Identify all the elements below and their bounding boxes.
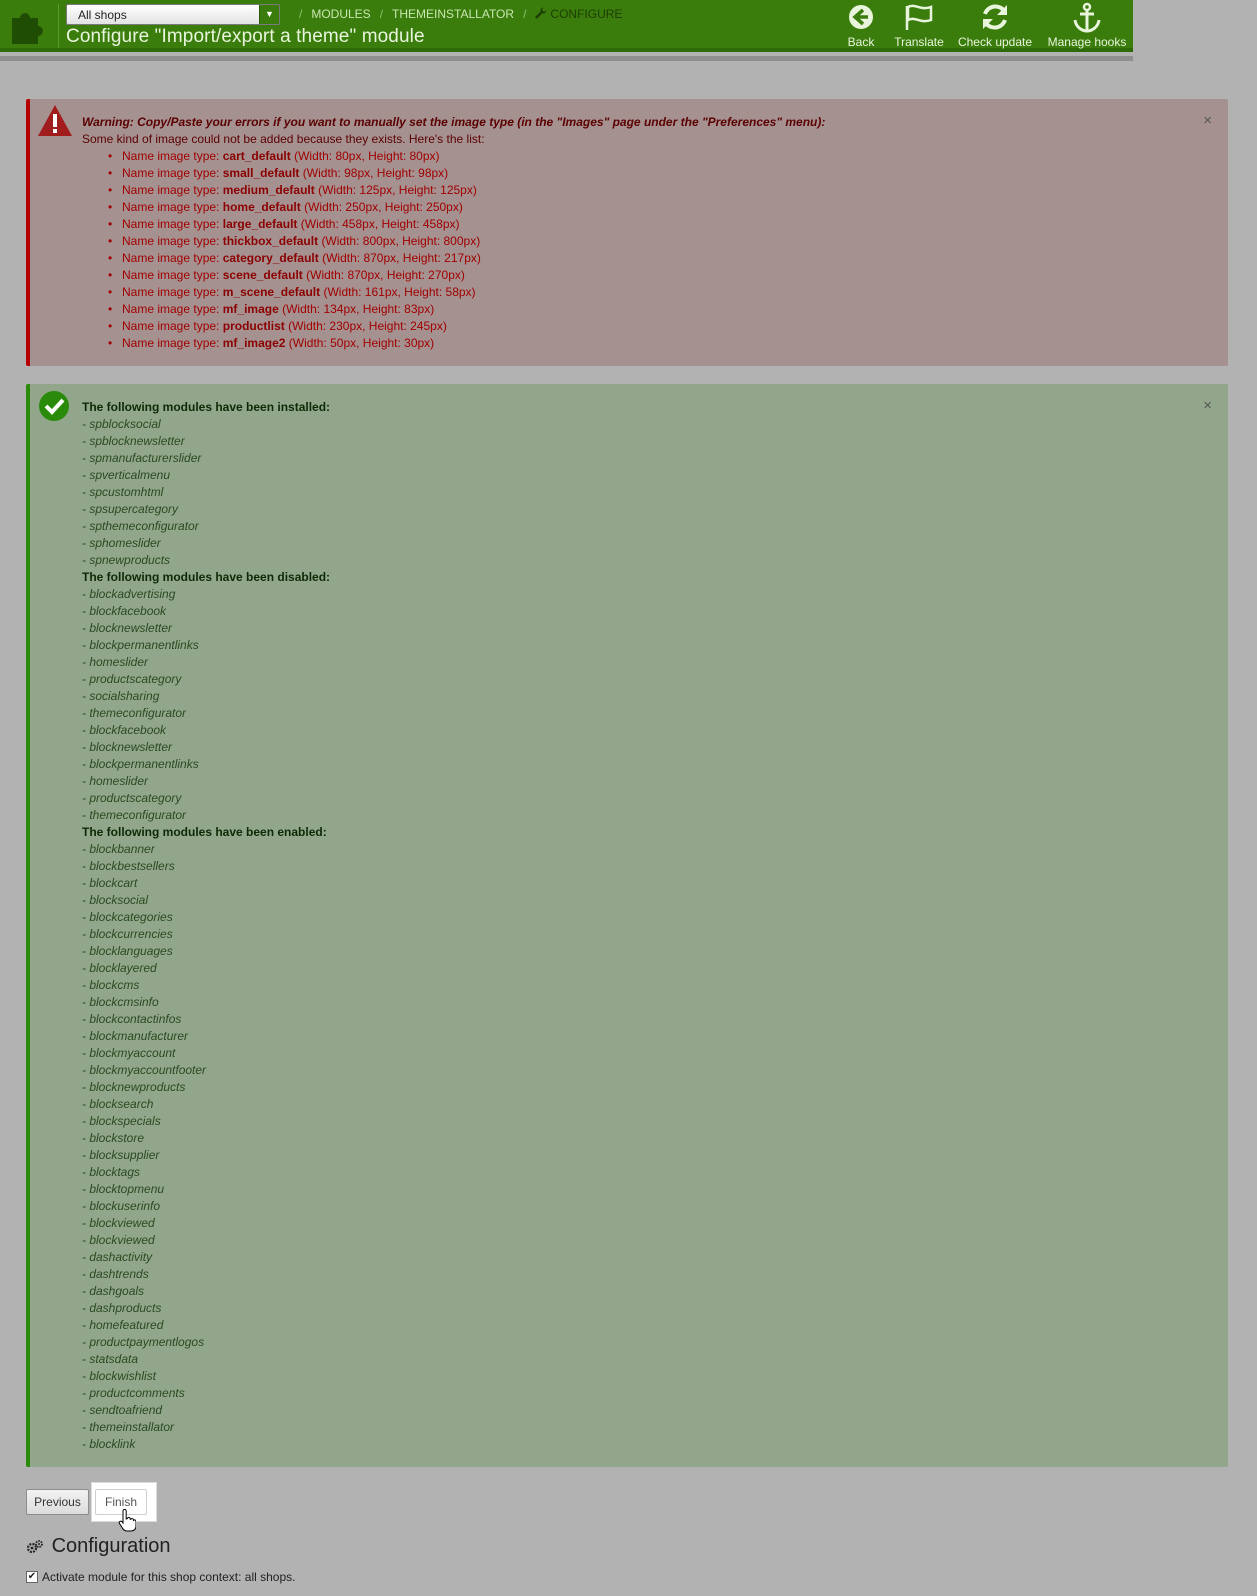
success-content [82, 399, 330, 1453]
image-type-name: cart_default [222, 149, 291, 163]
check-update-label: Check update [957, 35, 1033, 49]
anchor-icon [1043, 2, 1131, 34]
image-type-name: category_default [222, 251, 319, 265]
hand-cursor-icon [118, 1509, 136, 1533]
warning-item [122, 301, 825, 318]
puzzle-icon[interactable] [6, 4, 54, 46]
warning-item [122, 284, 825, 301]
enabled-module-item: - productcomments [82, 1386, 185, 1400]
installed-module-item: - spcustomhtml [82, 485, 164, 499]
enabled-module-item: - blockcontactinfos [82, 1012, 182, 1026]
enabled-module-item: - dashactivity [82, 1250, 153, 1264]
enabled-heading: The following modules have been enabled: [82, 825, 327, 839]
image-type-dims: (Width: 800px, Height: 800px) [321, 234, 481, 248]
image-type-dims: (Width: 125px, Height: 125px) [318, 183, 477, 197]
warning-item [122, 182, 825, 199]
close-icon[interactable]: × [1203, 112, 1212, 129]
enabled-module-item: - blockbanner [82, 842, 155, 856]
enabled-module-item: - blockmyaccount [82, 1046, 176, 1060]
enabled-module-item: - blockmyaccountfooter [82, 1063, 207, 1077]
image-type-name: large_default [222, 217, 298, 231]
disabled-module-item: - productscategory [82, 791, 182, 805]
enabled-module-item: - sendtoafriend [82, 1403, 163, 1417]
shop-select-value: All shops [78, 8, 127, 22]
image-type-name: mf_image2 [222, 336, 286, 350]
back-button[interactable] [841, 2, 881, 49]
enabled-module-item: - blocklayered [82, 961, 157, 975]
enabled-module-item: - blockviewed [82, 1233, 155, 1247]
enabled-module-item: - blockcurrencies [82, 927, 173, 941]
disabled-module-item: - productscategory [82, 672, 182, 686]
warning-item [122, 250, 825, 267]
image-type-name: mf_image [222, 302, 279, 316]
breadcrumb-themeinstallator[interactable]: THEMEINSTALLATOR [392, 7, 515, 21]
enabled-module-item: - homefeatured [82, 1318, 164, 1332]
warning-content [82, 114, 825, 352]
breadcrumb: / MODULES / THEMEINSTALLATOR / CONFIGURE [299, 7, 623, 21]
disabled-module-item: - blockfacebook [82, 604, 167, 618]
activate-module-row [26, 1570, 295, 1584]
warning-item [122, 199, 825, 216]
breadcrumb-modules[interactable]: MODULES [311, 7, 371, 21]
enabled-module-item: - themeinstallator [82, 1420, 175, 1434]
warning-item-prefix: Name image type: [122, 183, 220, 197]
check-update-button[interactable] [953, 2, 1037, 49]
wrench-icon [535, 7, 547, 19]
disabled-module-item: - homeslider [82, 655, 149, 669]
warning-heading: Warning: Copy/Paste your errors if you want to manually set the image type (in the "Images" page under the "Preferences" menu): [82, 115, 826, 129]
warning-item-prefix: Name image type: [122, 217, 220, 231]
enabled-module-item: - blockstore [82, 1131, 145, 1145]
page-title: Configure "Import/export a theme" module [66, 26, 425, 47]
image-type-name: home_default [222, 200, 301, 214]
configuration-heading [26, 1535, 171, 1558]
image-type-dims: (Width: 230px, Height: 245px) [288, 319, 447, 333]
warning-item-prefix: Name image type: [122, 200, 220, 214]
enabled-module-item: - blocklink [82, 1437, 136, 1451]
check-circle-icon [36, 388, 72, 424]
installed-module-item: - spmanufacturerslider [82, 451, 202, 465]
enabled-module-item: - blockspecials [82, 1114, 161, 1128]
enabled-module-item: - blocktags [82, 1165, 141, 1179]
enabled-module-item: - dashtrends [82, 1267, 149, 1281]
enabled-module-item: - blockbestsellers [82, 859, 175, 873]
arrow-left-circle-icon [841, 2, 881, 34]
enabled-module-item: - blocksupplier [82, 1148, 160, 1162]
top-header [0, 0, 1133, 52]
refresh-icon [953, 2, 1037, 34]
translate-button[interactable] [891, 2, 947, 49]
disabled-module-item: - blockfacebook [82, 723, 167, 737]
toolbar [833, 2, 1133, 50]
image-type-name: m_scene_default [222, 285, 321, 299]
success-alert [26, 384, 1228, 1467]
previous-button[interactable]: Previous [26, 1489, 89, 1515]
enabled-module-item: - blockcategories [82, 910, 173, 924]
installed-heading: The following modules have been installed: [82, 400, 331, 414]
header-shadow [0, 56, 1133, 61]
disabled-module-item: - themeconfigurator [82, 808, 187, 822]
enabled-module-item: - blocktopmenu [82, 1182, 165, 1196]
warning-item-prefix: Name image type: [122, 336, 220, 350]
translate-label: Translate [894, 35, 944, 49]
warning-item [122, 233, 825, 250]
warning-item-prefix: Name image type: [122, 302, 220, 316]
image-type-dims: (Width: 50px, Height: 30px) [288, 336, 435, 350]
disabled-module-item: - themeconfigurator [82, 706, 187, 720]
installed-module-item: - spblocknewsletter [82, 434, 185, 448]
image-type-name: medium_default [222, 183, 315, 197]
installed-module-item: - spblocksocial [82, 417, 161, 431]
disabled-module-item: - blockpermanentlinks [82, 757, 199, 771]
enabled-module-item: - blocksearch [82, 1097, 154, 1111]
enabled-module-item: - dashproducts [82, 1301, 162, 1315]
header-divider [58, 4, 59, 48]
image-type-dims: (Width: 134px, Height: 83px) [282, 302, 435, 316]
warning-item-prefix: Name image type: [122, 268, 220, 282]
image-type-dims: (Width: 870px, Height: 217px) [322, 251, 481, 265]
installed-module-item: - sphomeslider [82, 536, 161, 550]
flag-icon [891, 2, 947, 34]
warning-item [122, 216, 825, 233]
warning-triangle-icon [36, 103, 74, 139]
warning-intro: Some kind of image could not be added because they exists. Here's the list: [82, 132, 485, 146]
breadcrumb-configure: CONFIGURE [550, 7, 623, 21]
image-type-name: small_default [222, 166, 300, 180]
image-type-name: scene_default [222, 268, 303, 282]
warning-item [122, 165, 825, 182]
disabled-module-item: - blockadvertising [82, 587, 176, 601]
shop-select[interactable] [66, 4, 280, 25]
installed-module-item: - spnewproducts [82, 553, 171, 567]
warning-item-prefix: Name image type: [122, 251, 220, 265]
installed-module-item: - spthemeconfigurator [82, 519, 199, 533]
warning-item [122, 318, 825, 335]
image-type-dims: (Width: 458px, Height: 458px) [300, 217, 460, 231]
finish-button[interactable]: Finish [95, 1489, 147, 1515]
close-icon[interactable]: × [1203, 397, 1212, 414]
chevron-down-icon[interactable]: ▼ [259, 5, 279, 24]
installed-module-item: - spsupercategory [82, 502, 179, 516]
warning-item [122, 148, 825, 165]
enabled-module-item: - blockmanufacturer [82, 1029, 189, 1043]
warning-item [122, 335, 825, 352]
disabled-module-item: - blocknewsletter [82, 740, 173, 754]
image-type-name: thickbox_default [222, 234, 319, 248]
warning-item-prefix: Name image type: [122, 319, 220, 333]
activate-module-checkbox[interactable]: ✔ [27, 1570, 37, 1582]
enabled-module-item: - blocknewproducts [82, 1080, 186, 1094]
image-type-dims: (Width: 870px, Height: 270px) [306, 268, 465, 282]
disabled-heading: The following modules have been disabled: [82, 570, 331, 584]
disabled-module-item: - blocknewsletter [82, 621, 173, 635]
gears-icon [26, 1539, 44, 1555]
warning-item-prefix: Name image type: [122, 234, 220, 248]
enabled-module-item: - statsdata [82, 1352, 139, 1366]
enabled-module-item: - blockuserinfo [82, 1199, 161, 1213]
warning-alert [26, 99, 1228, 366]
enabled-module-item: - productpaymentlogos [82, 1335, 205, 1349]
image-type-dims: (Width: 80px, Height: 80px) [294, 149, 440, 163]
warning-item-prefix: Name image type: [122, 149, 220, 163]
disabled-module-item: - socialsharing [82, 689, 160, 703]
enabled-module-item: - blockwishlist [82, 1369, 157, 1383]
enabled-module-item: - blockcmsinfo [82, 995, 159, 1009]
manage-hooks-label: Manage hooks [1047, 35, 1127, 49]
installed-module-item: - spverticalmenu [82, 468, 171, 482]
manage-hooks-button[interactable] [1043, 2, 1131, 49]
disabled-list [82, 586, 330, 824]
enabled-module-item: - dashgoals [82, 1284, 145, 1298]
enabled-module-item: - blockcart [82, 876, 138, 890]
installed-list [82, 416, 330, 569]
image-type-name: productlist [222, 319, 285, 333]
warning-item [122, 267, 825, 284]
enabled-module-item: - blockcms [82, 978, 140, 992]
enabled-module-item: - blocksocial [82, 893, 149, 907]
configuration-title: Configuration [51, 1535, 171, 1557]
disabled-module-item: - blockpermanentlinks [82, 638, 199, 652]
image-type-dims: (Width: 250px, Height: 250px) [304, 200, 463, 214]
activate-module-label[interactable]: Activate module for this shop context: all shops. [42, 1570, 296, 1584]
enabled-module-item: - blocklanguages [82, 944, 173, 958]
disabled-module-item: - homeslider [82, 774, 149, 788]
enabled-list [82, 841, 330, 1453]
enabled-module-item: - blockviewed [82, 1216, 155, 1230]
image-type-dims: (Width: 161px, Height: 58px) [323, 285, 476, 299]
warning-item-prefix: Name image type: [122, 285, 220, 299]
warning-item-prefix: Name image type: [122, 166, 220, 180]
back-label: Back [847, 35, 875, 49]
image-type-dims: (Width: 98px, Height: 98px) [302, 166, 449, 180]
warning-list [82, 148, 825, 352]
